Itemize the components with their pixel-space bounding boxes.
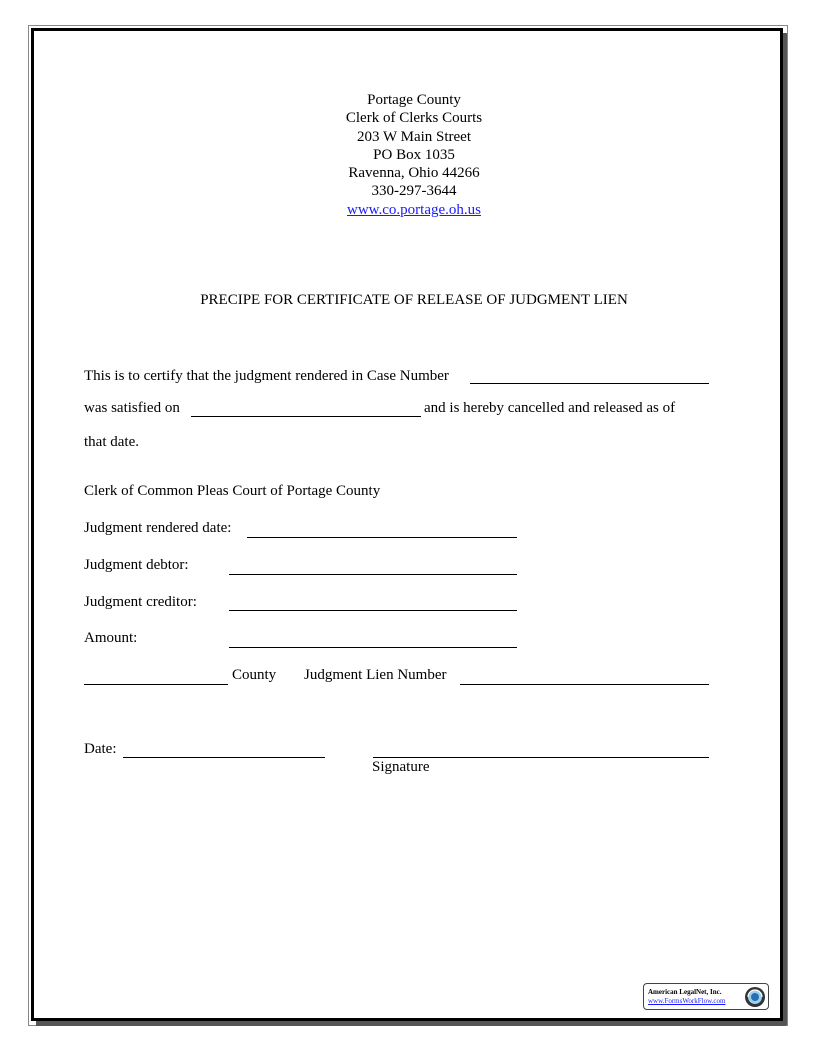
- creditor-field[interactable]: [229, 610, 517, 611]
- certify-text: This is to certify that the judgment rendered in Case Number: [84, 368, 449, 384]
- page-shadow-bottom: [36, 1021, 786, 1026]
- po-box: PO Box 1035: [373, 146, 455, 163]
- american-legalnet-logo: [643, 983, 769, 1010]
- county-field[interactable]: [84, 684, 228, 685]
- website-link[interactable]: www.co.portage.oh.us: [347, 201, 481, 218]
- amount-label: Amount:: [84, 630, 138, 646]
- creditor-label: Judgment creditor:: [84, 594, 197, 610]
- satisfied-date-field[interactable]: [191, 416, 421, 417]
- lien-number-label: Judgment Lien Number: [304, 667, 447, 683]
- county-label: County: [232, 667, 277, 683]
- clerk-office: Clerk of Clerks Courts: [345, 110, 483, 127]
- logo-url[interactable]: www.FormsWorkFlow.com: [648, 997, 726, 1005]
- page-shadow-right: [783, 33, 787, 1025]
- that-date-text: that date.: [84, 434, 139, 450]
- amount-field[interactable]: [229, 647, 517, 648]
- clerk-line: Clerk of Common Pleas Court of Portage County: [84, 483, 381, 499]
- debtor-label: Judgment debtor:: [84, 557, 189, 573]
- phone-number: 330-297-3644: [371, 183, 457, 200]
- logo-company: American LegalNet, Inc.: [648, 988, 722, 996]
- satisfied-text: was satisfied on: [84, 400, 180, 416]
- date-label: Date:: [84, 741, 117, 757]
- case-number-field[interactable]: [470, 383, 709, 384]
- globe-icon: [744, 986, 766, 1008]
- street-address: 203 W Main Street: [356, 128, 472, 145]
- debtor-field[interactable]: [229, 574, 517, 575]
- city-state-zip: Ravenna, Ohio 44266: [348, 165, 480, 182]
- signature-field[interactable]: [373, 757, 709, 758]
- rendered-date-field[interactable]: [247, 537, 517, 538]
- court-address-block: [214, 91, 614, 219]
- form-title: PRECIPE FOR CERTIFICATE OF RELEASE OF JUDGMENT LIEN: [200, 292, 628, 308]
- cancelled-text: and is hereby cancelled and released as of: [424, 400, 676, 416]
- signature-label: Signature: [372, 759, 430, 775]
- date-field[interactable]: [123, 757, 325, 758]
- county-name: Portage County: [367, 92, 461, 108]
- rendered-date-label: Judgment rendered date:: [84, 520, 232, 536]
- lien-number-field[interactable]: [460, 684, 709, 685]
